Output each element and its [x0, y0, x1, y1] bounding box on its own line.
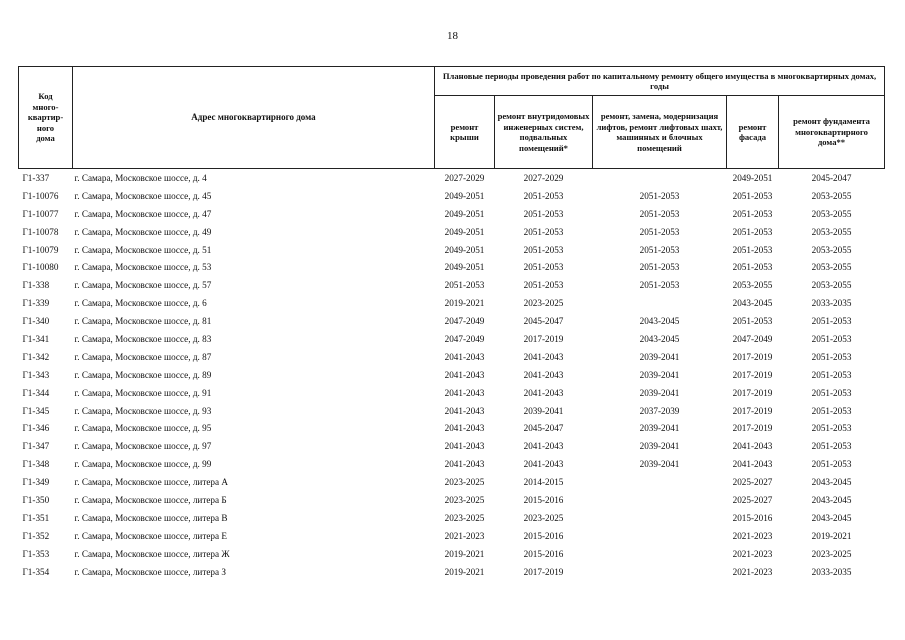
cell-code: Г1-343	[22, 369, 50, 380]
cell-roof: 2023-2025	[444, 512, 485, 523]
cell-code: Г1-341	[22, 333, 50, 344]
table-row	[19, 241, 885, 259]
cell-lifts	[593, 169, 727, 187]
cell-foundation: 2033-2035	[811, 298, 852, 309]
cell-lifts: 2039-2041	[639, 387, 680, 398]
cell-lifts: 2039-2041	[639, 441, 680, 452]
cell-systems: 2041-2043	[523, 351, 564, 362]
cell-systems: 2041-2043	[523, 459, 564, 470]
header-code-line: дома	[36, 133, 55, 144]
cell-roof: 2027-2029	[435, 169, 495, 187]
cell-lifts: 2051-2053	[639, 190, 680, 201]
cell-code: Г1-346	[22, 423, 50, 434]
cell-address: г. Самара, Московское шоссе, литера Е	[74, 530, 228, 541]
cell-code: Г1-350	[22, 494, 50, 505]
header-lifts: ремонт, замена, модернизация лифтов, ремонт лифтовых шахт, машинных и блочных помещений	[593, 96, 727, 169]
cell-lifts: 2043-2045	[639, 316, 680, 327]
cell-address: г. Самара, Московское шоссе, д. 91	[74, 387, 212, 398]
header-periods-group: Плановые периоды проведения работ по капитальному ремонту общего имущества в многоквартирных домах, годы	[435, 67, 885, 96]
cell-address: г. Самара, Московское шоссе, д. 81	[74, 316, 212, 327]
cell-code: Г1-337	[19, 169, 73, 187]
capital-repair-table	[18, 66, 885, 580]
cell-facade: 2021-2023	[732, 530, 773, 541]
cell-foundation: 2043-2045	[811, 477, 852, 488]
cell-lifts: 2039-2041	[639, 423, 680, 434]
cell-address: г. Самара, Московское шоссе, д. 57	[74, 280, 212, 291]
cell-address: г. Самара, Московское шоссе, литера А	[74, 477, 229, 488]
table-row	[19, 473, 885, 491]
cell-address: г. Самара, Московское шоссе, д. 45	[74, 190, 212, 201]
header-foundation: ремонт фундамента многоквартирного дома**	[779, 96, 885, 169]
cell-foundation: 2053-2055	[811, 226, 852, 237]
table-row	[19, 491, 885, 509]
cell-roof: 2019-2021	[444, 298, 485, 309]
cell-lifts	[593, 473, 727, 491]
cell-foundation: 2045-2047	[779, 169, 885, 187]
cell-lifts	[593, 527, 727, 545]
cell-address: г. Самара, Московское шоссе, д. 87	[74, 351, 212, 362]
cell-facade: 2041-2043	[732, 459, 773, 470]
cell-code: Г1-353	[22, 548, 50, 559]
cell-foundation: 2043-2045	[811, 494, 852, 505]
page-number: 18	[447, 30, 458, 42]
cell-facade: 2017-2019	[732, 405, 773, 416]
cell-foundation: 2051-2053	[811, 316, 852, 327]
cell-facade: 2051-2053	[732, 244, 773, 255]
table-row	[19, 455, 885, 473]
cell-roof: 2041-2043	[444, 405, 485, 416]
cell-lifts: 2051-2053	[639, 226, 680, 237]
cell-lifts: 2051-2053	[639, 280, 680, 291]
cell-lifts	[593, 545, 727, 563]
cell-address: г. Самара, Московское шоссе, литера Ж	[74, 548, 230, 559]
cell-code: Г1-342	[22, 351, 50, 362]
cell-foundation: 2051-2053	[811, 387, 852, 398]
cell-systems: 2051-2053	[523, 244, 564, 255]
header-code-line: квартир-	[27, 112, 64, 123]
cell-systems: 2045-2047	[523, 423, 564, 434]
cell-roof: 2041-2043	[444, 387, 485, 398]
cell-systems: 2015-2016	[523, 530, 564, 541]
cell-roof: 2041-2043	[444, 441, 485, 452]
header-systems: ремонт внутридомовых инженерных систем, подвальных помещений*	[495, 96, 593, 169]
cell-lifts: 2037-2039	[639, 405, 680, 416]
cell-lifts: 2039-2041	[639, 459, 680, 470]
cell-facade: 2017-2019	[732, 369, 773, 380]
cell-address: г. Самара, Московское шоссе, д. 89	[74, 369, 212, 380]
cell-systems: 2045-2047	[523, 316, 564, 327]
cell-foundation: 2053-2055	[811, 244, 852, 255]
cell-foundation: 2051-2053	[811, 459, 852, 470]
cell-foundation: 2019-2021	[811, 530, 852, 541]
cell-systems: 2041-2043	[523, 441, 564, 452]
cell-facade: 2017-2019	[732, 351, 773, 362]
cell-facade: 2047-2049	[732, 333, 773, 344]
cell-systems: 2041-2043	[523, 369, 564, 380]
cell-roof: 2019-2021	[444, 566, 485, 577]
table-row	[19, 205, 885, 223]
table-row	[19, 527, 885, 545]
header-code-line: Код	[38, 91, 53, 102]
cell-lifts	[593, 491, 727, 509]
cell-systems: 2017-2019	[523, 566, 564, 577]
cell-facade: 2051-2053	[732, 262, 773, 273]
cell-foundation: 2033-2035	[811, 566, 852, 577]
cell-address: г. Самара, Московское шоссе, литера В	[74, 512, 228, 523]
cell-facade: 2025-2027	[732, 494, 773, 505]
table-row	[19, 276, 885, 294]
cell-facade: 2053-2055	[732, 280, 773, 291]
cell-address: г. Самара, Московское шоссе, д. 51	[74, 244, 212, 255]
cell-code: Г1-10080	[22, 262, 59, 273]
cell-facade: 2025-2027	[732, 477, 773, 488]
cell-systems: 2014-2015	[523, 477, 564, 488]
cell-code: Г1-344	[22, 387, 50, 398]
table-row	[19, 563, 885, 581]
cell-roof: 2023-2025	[444, 494, 485, 505]
cell-facade: 2051-2053	[732, 226, 773, 237]
cell-facade: 2015-2016	[732, 512, 773, 523]
cell-foundation: 2051-2053	[811, 405, 852, 416]
cell-address: г. Самара, Московское шоссе, д. 99	[74, 459, 212, 470]
cell-lifts: 2051-2053	[639, 262, 680, 273]
table-row	[19, 312, 885, 330]
cell-foundation: 2051-2053	[811, 441, 852, 452]
cell-facade: 2017-2019	[732, 423, 773, 434]
cell-lifts: 2039-2041	[639, 351, 680, 362]
table-body	[19, 169, 885, 581]
cell-address: г. Самара, Московское шоссе, д. 4	[73, 169, 435, 187]
table-row	[19, 294, 885, 312]
cell-roof: 2041-2043	[444, 351, 485, 362]
cell-foundation: 2053-2055	[811, 190, 852, 201]
table-row	[19, 187, 885, 205]
cell-systems: 2051-2053	[523, 208, 564, 219]
cell-foundation: 2053-2055	[811, 208, 852, 219]
cell-roof: 2019-2021	[444, 548, 485, 559]
header-facade: ремонт фасада	[727, 96, 779, 169]
table-row	[19, 437, 885, 455]
cell-code: Г1-348	[22, 459, 50, 470]
header-roof: ремонт крыши	[435, 96, 495, 169]
cell-roof: 2047-2049	[444, 333, 485, 344]
table-row	[19, 223, 885, 241]
cell-code: Г1-10079	[22, 244, 59, 255]
cell-address: г. Самара, Московское шоссе, д. 47	[74, 208, 212, 219]
cell-code: Г1-10078	[22, 226, 59, 237]
cell-code: Г1-352	[22, 530, 50, 541]
cell-lifts: 2043-2045	[639, 333, 680, 344]
table-row	[19, 545, 885, 563]
cell-address: г. Самара, Московское шоссе, д. 97	[74, 441, 212, 452]
cell-address: г. Самара, Московское шоссе, д. 93	[74, 405, 212, 416]
cell-code: Г1-354	[22, 566, 50, 577]
cell-roof: 2023-2025	[444, 477, 485, 488]
cell-code: Г1-345	[22, 405, 50, 416]
table-row	[19, 384, 885, 402]
cell-code: Г1-339	[22, 298, 50, 309]
cell-facade: 2017-2019	[732, 387, 773, 398]
cell-foundation: 2023-2025	[811, 548, 852, 559]
table-header	[19, 67, 885, 169]
cell-code: Г1-340	[22, 316, 50, 327]
cell-systems: 2023-2025	[523, 512, 564, 523]
table-row	[19, 419, 885, 437]
cell-roof: 2041-2043	[444, 459, 485, 470]
cell-code: Г1-10076	[22, 190, 59, 201]
table-row	[19, 509, 885, 527]
cell-systems: 2051-2053	[523, 190, 564, 201]
cell-roof: 2049-2051	[444, 190, 485, 201]
cell-lifts: 2051-2053	[639, 208, 680, 219]
cell-address: г. Самара, Московское шоссе, д. 83	[74, 333, 212, 344]
cell-lifts: 2039-2041	[639, 369, 680, 380]
cell-systems: 2017-2019	[523, 333, 564, 344]
table-row	[19, 366, 885, 384]
cell-systems: 2015-2016	[523, 548, 564, 559]
cell-lifts	[593, 509, 727, 527]
table-row	[19, 348, 885, 366]
cell-foundation: 2051-2053	[811, 423, 852, 434]
cell-facade: 2021-2023	[732, 548, 773, 559]
table-row	[19, 402, 885, 420]
cell-lifts	[593, 563, 727, 581]
cell-code: Г1-347	[22, 441, 50, 452]
cell-code: Г1-351	[22, 512, 50, 523]
cell-systems: 2015-2016	[523, 494, 564, 505]
cell-code: Г1-10077	[22, 208, 59, 219]
cell-address: г. Самара, Московское шоссе, д. 95	[74, 423, 212, 434]
cell-roof: 2051-2053	[444, 280, 485, 291]
cell-foundation: 2051-2053	[811, 369, 852, 380]
cell-facade: 2041-2043	[732, 441, 773, 452]
header-code	[19, 67, 73, 169]
cell-systems: 2041-2043	[523, 387, 564, 398]
cell-foundation: 2043-2045	[811, 512, 852, 523]
cell-foundation: 2051-2053	[811, 351, 852, 362]
cell-facade: 2043-2045	[732, 298, 773, 309]
cell-facade: 2051-2053	[732, 190, 773, 201]
cell-code: Г1-349	[22, 477, 50, 488]
cell-roof: 2049-2051	[444, 262, 485, 273]
cell-roof: 2021-2023	[444, 530, 485, 541]
cell-address: г. Самара, Московское шоссе, литера З	[74, 566, 226, 577]
cell-address: г. Самара, Московское шоссе, д. 49	[74, 226, 212, 237]
cell-systems: 2027-2029	[495, 169, 593, 187]
cell-address: г. Самара, Московское шоссе, д. 53	[74, 262, 212, 273]
cell-roof: 2041-2043	[444, 423, 485, 434]
cell-address: г. Самара, Московское шоссе, д. 6	[74, 298, 207, 309]
cell-roof: 2049-2051	[444, 226, 485, 237]
cell-systems: 2023-2025	[523, 298, 564, 309]
header-code-line: много-	[32, 101, 59, 112]
cell-roof: 2049-2051	[444, 244, 485, 255]
cell-facade: 2051-2053	[732, 208, 773, 219]
cell-facade: 2049-2051	[727, 169, 779, 187]
cell-systems: 2051-2053	[523, 226, 564, 237]
cell-address: г. Самара, Московское шоссе, литера Б	[74, 494, 227, 505]
table-row	[19, 330, 885, 348]
cell-foundation: 2053-2055	[811, 262, 852, 273]
cell-systems: 2051-2053	[523, 280, 564, 291]
cell-lifts	[593, 294, 727, 312]
header-code-line: ного	[36, 122, 55, 133]
header-address: Адрес многоквартирного дома	[73, 67, 435, 169]
cell-lifts: 2051-2053	[639, 244, 680, 255]
table-row	[19, 258, 885, 276]
cell-roof: 2041-2043	[444, 369, 485, 380]
cell-facade: 2051-2053	[732, 316, 773, 327]
cell-facade: 2021-2023	[732, 566, 773, 577]
cell-roof: 2047-2049	[444, 316, 485, 327]
cell-roof: 2049-2051	[444, 208, 485, 219]
table-row	[19, 169, 885, 187]
cell-foundation: 2053-2055	[811, 280, 852, 291]
cell-code: Г1-338	[22, 280, 50, 291]
cell-systems: 2051-2053	[523, 262, 564, 273]
cell-foundation: 2051-2053	[811, 333, 852, 344]
cell-systems: 2039-2041	[523, 405, 564, 416]
